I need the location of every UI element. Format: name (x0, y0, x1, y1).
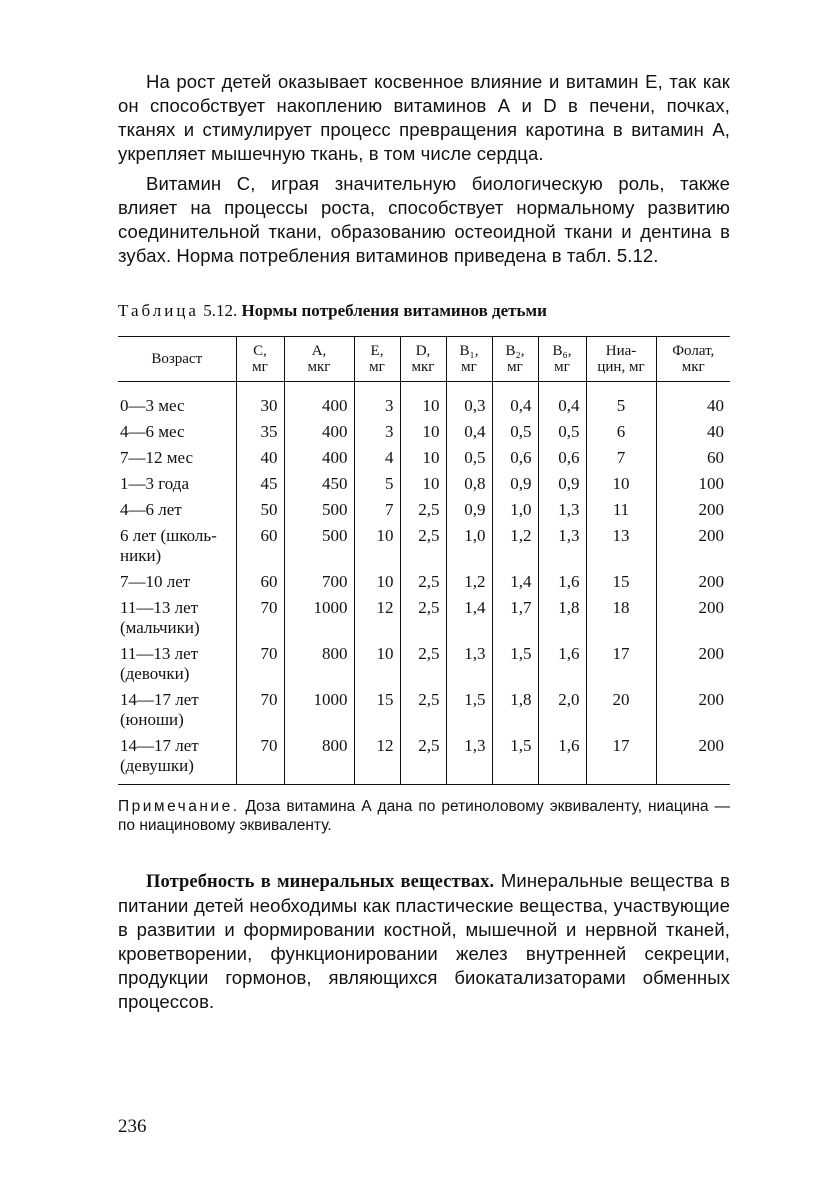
value-cell: 70 (236, 687, 284, 733)
value-cell: 500 (284, 497, 354, 523)
value-cell: 200 (656, 497, 730, 523)
page-number: 236 (118, 1116, 147, 1137)
value-cell: 2,5 (400, 733, 446, 785)
value-cell: 70 (236, 733, 284, 785)
header-line: А, (311, 343, 327, 359)
value-cell: 40 (236, 445, 284, 471)
header-line: мкг (307, 359, 331, 375)
table-caption-number: 5.12. (203, 301, 238, 320)
value-cell: 200 (656, 641, 730, 687)
vitamin-norms-table (118, 336, 730, 785)
section-minerals (118, 869, 730, 1014)
age-cell: 7—12 мес (120, 448, 194, 467)
header-line: Е, (370, 343, 384, 359)
table-header-cell (492, 337, 538, 382)
value-cell: 0,9 (446, 497, 492, 523)
header-line: С, (253, 343, 267, 359)
value-cell: 1,6 (538, 641, 586, 687)
value-cell: 2,5 (400, 497, 446, 523)
paragraph-vitamin-c: Витамин С, играя значительную биологическую роль, также влияет на процессы роста, способствует нормальному развитию соединительной ткани, образованию остеоидной ткани и дентина в зубах. Норма потребления витаминов приведена в табл. 5.12. (118, 173, 730, 266)
value-cell: 500 (284, 523, 354, 569)
value-cell: 7 (586, 445, 656, 471)
value-cell: 1,5 (492, 641, 538, 687)
value-cell: 70 (236, 595, 284, 641)
header-line: B₆, (552, 343, 572, 359)
age-cell: 14—17 лет (девушки) (118, 733, 236, 785)
header-line: мкг (681, 359, 705, 375)
value-cell: 1,3 (538, 497, 586, 523)
value-cell: 40 (656, 419, 730, 445)
header-line: мг (554, 359, 570, 375)
value-cell: 1,7 (492, 595, 538, 641)
header-line: Ниа- (605, 343, 637, 359)
value-cell: 50 (236, 497, 284, 523)
table-body (118, 382, 730, 785)
note-text: Доза витамина А дана по ретиноловому эквиваленту, ниацина — по ниациновому эквиваленту. (118, 798, 731, 834)
value-cell: 0,8 (446, 471, 492, 497)
value-cell: 1,5 (492, 733, 538, 785)
value-cell: 1,3 (446, 641, 492, 687)
age-cell: 0—3 мес (120, 396, 185, 415)
age-cell: 6 лет (школь-ники) (120, 526, 217, 565)
header-line: мг (369, 359, 385, 375)
table-caption (118, 300, 730, 322)
value-cell: 60 (236, 523, 284, 569)
value-cell: 1,3 (538, 523, 586, 569)
value-cell: 0,4 (538, 382, 586, 420)
table-header-cell (236, 337, 284, 382)
value-cell: 450 (284, 471, 354, 497)
value-cell: 1,8 (492, 687, 538, 733)
value-cell: 1,5 (446, 687, 492, 733)
value-cell: 1,0 (492, 497, 538, 523)
value-cell: 1,2 (492, 523, 538, 569)
header-line: Фолат, (672, 343, 715, 359)
value-cell: 0,9 (538, 471, 586, 497)
value-cell: 60 (236, 569, 284, 595)
value-cell: 15 (354, 687, 400, 733)
value-cell: 70 (236, 641, 284, 687)
value-cell: 0,4 (446, 419, 492, 445)
value-cell: 30 (236, 382, 284, 420)
value-cell: 3 (354, 382, 400, 420)
header-line: Возраст (151, 351, 203, 367)
table-row (118, 595, 730, 641)
header-line: D, (415, 343, 431, 359)
header-line: мкг (411, 359, 435, 375)
age-cell: 7—10 лет (120, 572, 191, 591)
header-line: мг (252, 359, 268, 375)
table-row (118, 471, 730, 497)
table-header-cell (284, 337, 354, 382)
value-cell: 45 (236, 471, 284, 497)
paragraph-vitamin-e: На рост детей оказывает косвенное влияние и витамин Е, так как он способствует накоплению витаминов А и D в печени, почках, тканях и стимулирует процесс превращения каротина в витамин А, укрепляет мышечную ткань, в том числе сердца. (118, 71, 730, 164)
value-cell: 3 (354, 419, 400, 445)
value-cell: 0,6 (492, 445, 538, 471)
table-header-cell (400, 337, 446, 382)
age-cell: 4—6 мес (120, 422, 185, 441)
table-header-row (118, 337, 730, 382)
value-cell: 10 (354, 523, 400, 569)
value-cell: 800 (284, 641, 354, 687)
value-cell: 17 (586, 733, 656, 785)
value-cell: 0,9 (492, 471, 538, 497)
value-cell: 400 (284, 382, 354, 420)
value-cell: 1000 (284, 595, 354, 641)
value-cell: 20 (586, 687, 656, 733)
value-cell: 2,5 (400, 687, 446, 733)
value-cell: 200 (656, 569, 730, 595)
table-note (118, 797, 730, 835)
table-row (118, 687, 730, 733)
value-cell: 200 (656, 733, 730, 785)
table-header-cell (656, 337, 730, 382)
table-caption-title: Нормы потребления витаминов детьми (241, 301, 547, 320)
value-cell: 5 (354, 471, 400, 497)
value-cell: 1000 (284, 687, 354, 733)
value-cell: 10 (586, 471, 656, 497)
value-cell: 15 (586, 569, 656, 595)
value-cell: 2,5 (400, 641, 446, 687)
value-cell: 10 (400, 419, 446, 445)
value-cell: 0,5 (492, 419, 538, 445)
value-cell: 2,0 (538, 687, 586, 733)
value-cell: 10 (354, 641, 400, 687)
value-cell: 1,3 (446, 733, 492, 785)
value-cell: 200 (656, 687, 730, 733)
value-cell: 1,6 (538, 733, 586, 785)
value-cell: 5 (586, 382, 656, 420)
table-row (118, 419, 730, 445)
value-cell: 10 (354, 569, 400, 595)
table-header-cell (118, 337, 236, 382)
age-cell: 11—13 лет (мальчики) (120, 598, 200, 637)
value-cell: 200 (656, 595, 730, 641)
table-row (118, 382, 730, 420)
value-cell: 1,4 (492, 569, 538, 595)
table-header-cell (354, 337, 400, 382)
value-cell: 4 (354, 445, 400, 471)
value-cell: 11 (586, 497, 656, 523)
table-row (118, 641, 730, 687)
value-cell: 7 (354, 497, 400, 523)
note-label: Примечание. (118, 798, 240, 815)
header-line: мг (507, 359, 523, 375)
table-header-cell (446, 337, 492, 382)
age-cell: 1—3 года (120, 474, 190, 493)
value-cell: 12 (354, 595, 400, 641)
value-cell: 200 (656, 523, 730, 569)
value-cell: 1,6 (538, 569, 586, 595)
value-cell: 800 (284, 733, 354, 785)
table-row (118, 733, 730, 785)
table-row (118, 569, 730, 595)
section-text: Минеральные вещества в питании детей необходимы как пластические вещества, участвующие в развитии и формировании костной, мышечной и нервной тканей, кроветворении, функционировании желез внутренней секреции, продукции гормонов, являющихся биокатализаторами обменных процессов. (118, 870, 731, 1012)
table-caption-label: Таблица (118, 301, 199, 320)
table-row (118, 523, 730, 569)
value-cell: 35 (236, 419, 284, 445)
header-line: мг (461, 359, 477, 375)
value-cell: 700 (284, 569, 354, 595)
value-cell: 18 (586, 595, 656, 641)
value-cell: 10 (400, 382, 446, 420)
value-cell: 40 (656, 382, 730, 420)
value-cell: 0,6 (538, 445, 586, 471)
value-cell: 12 (354, 733, 400, 785)
value-cell: 0,4 (492, 382, 538, 420)
value-cell: 2,5 (400, 569, 446, 595)
value-cell: 2,5 (400, 523, 446, 569)
value-cell: 1,0 (446, 523, 492, 569)
value-cell: 2,5 (400, 595, 446, 641)
header-line: цин, мг (597, 359, 645, 375)
value-cell: 1,2 (446, 569, 492, 595)
table-header-cell (586, 337, 656, 382)
value-cell: 0,3 (446, 382, 492, 420)
age-cell: 11—13 лет (девочки) (120, 644, 199, 683)
header-line: B₂, (505, 343, 525, 359)
value-cell: 6 (586, 419, 656, 445)
value-cell: 1,8 (538, 595, 586, 641)
value-cell: 10 (400, 445, 446, 471)
age-cell: 4—6 лет (120, 500, 182, 519)
age-cell: 14—17 лет (юноши) (120, 690, 199, 729)
book-page (118, 70, 730, 1014)
value-cell: 13 (586, 523, 656, 569)
value-cell: 17 (586, 641, 656, 687)
header-line: B₁, (459, 343, 479, 359)
table-row (118, 497, 730, 523)
value-cell: 10 (400, 471, 446, 497)
value-cell: 100 (656, 471, 730, 497)
table-header-cell (538, 337, 586, 382)
value-cell: 60 (656, 445, 730, 471)
table-row (118, 445, 730, 471)
value-cell: 400 (284, 419, 354, 445)
value-cell: 1,4 (446, 595, 492, 641)
section-heading: Потребность в минеральных веществах. (146, 872, 495, 892)
value-cell: 0,5 (538, 419, 586, 445)
value-cell: 0,5 (446, 445, 492, 471)
value-cell: 400 (284, 445, 354, 471)
